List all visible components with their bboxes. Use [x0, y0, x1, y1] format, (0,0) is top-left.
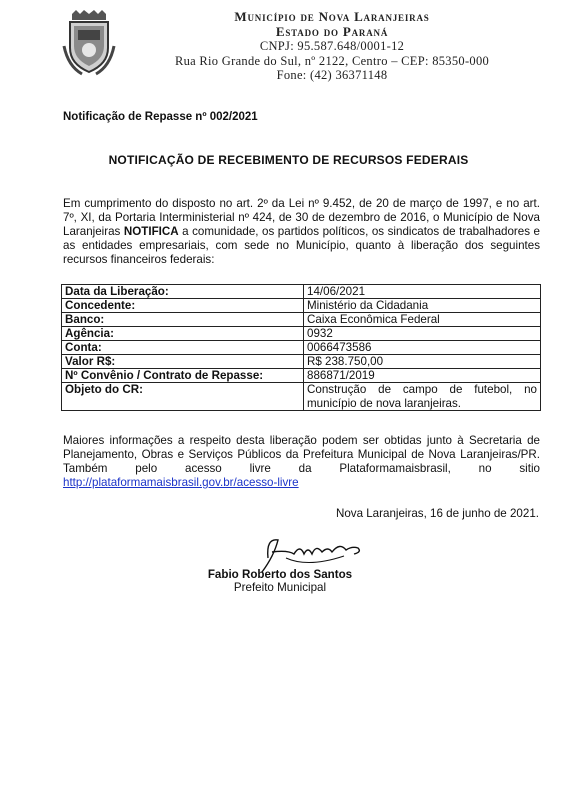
table-row: [62, 313, 541, 327]
phone: Fone: (42) 36371148: [276, 68, 388, 82]
notification-number: Notificação de Repasse nº 002/2021: [63, 111, 258, 123]
field-label: Concedente:: [62, 299, 304, 313]
field-value: 14/06/2021: [304, 285, 541, 299]
document-title: NOTIFICAÇÃO DE RECEBIMENTO DE RECURSOS FEDERAIS: [108, 153, 469, 167]
table-row: [62, 327, 541, 341]
closing-paragraph: [63, 434, 540, 490]
field-value: Ministério da Cidadania: [304, 299, 541, 313]
intro-paragraph: [63, 197, 540, 267]
field-label: Valor R$:: [62, 355, 304, 369]
field-label: Banco:: [62, 313, 304, 327]
table-row: [62, 369, 541, 383]
field-value: R$ 238.750,00: [304, 355, 541, 369]
field-value: Construção de campo de futebol, no município de nova laranjeiras.: [304, 383, 541, 411]
table-row: [62, 285, 541, 299]
field-label: Nº Convênio / Contrato de Repasse:: [62, 369, 304, 383]
cnpj: CNPJ: 95.587.648/0001-12: [259, 39, 405, 53]
field-value: 886871/2019: [304, 369, 541, 383]
field-label: Objeto do CR:: [62, 383, 304, 411]
intro-text-1: Em cumprimento do disposto no art. 2º da Lei nº 9.452, de 20 de março de 1997, e no art. 7º, XI, da Portaria Interministerial nº 424, de 30 de dezembro de 2016, o Município de Nova Laranjeiras: [63, 197, 540, 238]
field-label: Conta:: [62, 341, 304, 355]
municipality-name: Município de Nova Laranjeiras: [234, 9, 430, 24]
coat-of-arms-icon: [62, 10, 116, 76]
signer-role: Prefeito Municipal: [233, 581, 327, 594]
release-info-table: [61, 284, 541, 411]
table-row: [62, 299, 541, 313]
notifica-emphasis: NOTIFICA: [123, 225, 179, 238]
field-value: 0066473586: [304, 341, 541, 355]
place-date: Nova Laranjeiras, 16 de junho de 2021.: [335, 507, 539, 520]
table-row: [62, 383, 541, 411]
state-name: Estado do Paraná: [275, 23, 389, 39]
field-value: 0932: [304, 327, 541, 341]
field-label: Data da Liberação:: [62, 285, 304, 299]
intro-text-2: a comunidade, os partidos políticos, os sindicatos de trabalhadores e as entidades empresariais, com sede no Município, quanto à liberação dos seguintes recursos financeiros federais:: [63, 225, 540, 266]
table-row: [62, 355, 541, 369]
table-row: [62, 341, 541, 355]
closing-text: Maiores informações a respeito desta liberação podem ser obtidas junto à Secretaria de Planejamento, Obras e Serviços Públicos da Prefeitura Municipal de Nova Laranjeiras/PR. Também pelo acesso livre da Plataformamaisbrasil, no sitio: [63, 434, 540, 475]
plataforma-link[interactable]: http://plataformamaisbrasil.gov.br/acesso-livre: [63, 476, 299, 489]
address: Rua Rio Grande do Sul, nº 2122, Centro – CEP: 85350-000: [174, 53, 490, 68]
letterhead: [122, 10, 542, 83]
field-value: Caixa Econômica Federal: [304, 313, 541, 327]
field-label: Agência:: [62, 327, 304, 341]
signer-name: Fabio Roberto dos Santos: [207, 568, 353, 581]
